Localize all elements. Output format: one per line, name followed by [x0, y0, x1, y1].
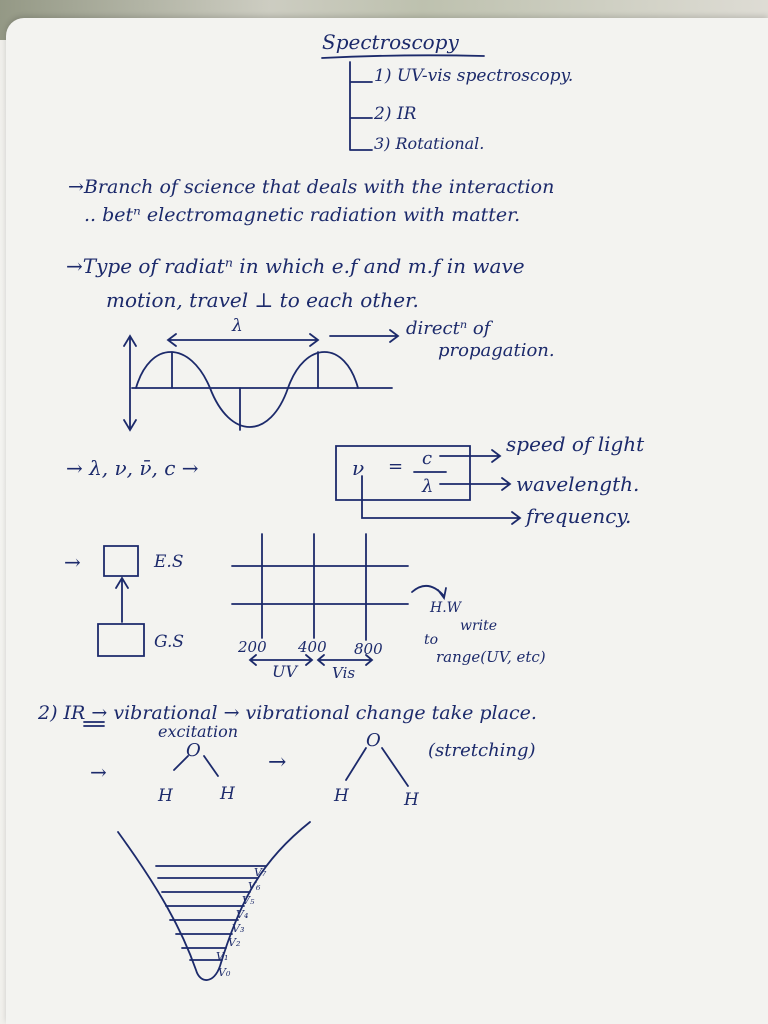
- transition-arrow: [116, 578, 128, 622]
- ir-excitation: excitation: [158, 722, 239, 741]
- radiation-line-1: →Type of radiatⁿ in which e.f and m.f in wave: [66, 254, 525, 278]
- water-hydrogen-1a: H: [158, 786, 173, 806]
- note-to: to: [424, 632, 439, 648]
- stretching-label: (stretching): [428, 740, 536, 761]
- note-arrow: [412, 586, 446, 598]
- level-v4: V₄: [236, 908, 249, 921]
- level-v6: V₆: [248, 880, 261, 893]
- water-hydrogen-2b: H: [404, 790, 419, 810]
- formula-denominator: λ: [422, 476, 434, 497]
- type-rotational: 3) Rotational.: [374, 134, 485, 153]
- label-speed-of-light: speed of light: [506, 432, 645, 456]
- level-v2: V₂: [228, 936, 241, 949]
- note-range: range(UV, etc): [436, 648, 546, 666]
- formula-link-lambda: [440, 478, 510, 490]
- spectrum-grid: [232, 534, 408, 640]
- es-box: [104, 546, 138, 576]
- ground-state-label: G.S: [154, 632, 185, 652]
- direction-label-1: directⁿ of: [406, 318, 491, 339]
- water-oxygen-1: O: [186, 740, 201, 761]
- tick-800: 800: [354, 640, 383, 658]
- formula-nu: ν: [352, 456, 365, 480]
- title-underline: [322, 55, 484, 58]
- tick-200: 200: [238, 638, 267, 656]
- label-wavelength: wavelength.: [516, 472, 640, 496]
- water-hydrogen-2a: H: [334, 786, 349, 806]
- ir-arrow-2: →: [268, 750, 287, 775]
- wavelength-symbol: λ: [232, 316, 243, 336]
- excited-state-label: E.S: [154, 552, 184, 572]
- level-v0: V₀: [218, 966, 231, 979]
- water-hydrogen-1b: H: [220, 784, 235, 804]
- definition-line-2: .. betⁿ electromagnetic radiation with matter.: [84, 204, 521, 226]
- lambda-arrow: [168, 334, 318, 346]
- potential-curve: [118, 822, 310, 980]
- tick-400: 400: [298, 638, 327, 656]
- note-hw: H.W: [430, 600, 462, 616]
- uv-range-label: UV: [272, 662, 298, 681]
- radiation-line-2: motion, travel ⊥ to each other.: [106, 288, 419, 312]
- water-bonds-2: [346, 748, 408, 786]
- type-ir: 2) IR: [374, 104, 417, 124]
- level-v3: V₃: [232, 922, 245, 935]
- note-write: write: [460, 618, 498, 634]
- levels-arrow: →: [64, 550, 81, 574]
- wave-curve: [136, 352, 358, 427]
- definition-line-1: →Branch of science that deals with the interaction: [68, 176, 555, 198]
- direction-label-2: propagation.: [438, 340, 555, 361]
- gs-box: [98, 624, 144, 656]
- type-uv-vis: 1) UV-vis spectroscopy.: [374, 66, 574, 86]
- formula-numerator: c: [422, 448, 433, 469]
- formula-equals: =: [388, 456, 404, 477]
- page-title: Spectroscopy: [322, 30, 459, 54]
- wave-vertical-axis: [124, 336, 136, 430]
- water-oxygen-2: O: [366, 730, 381, 751]
- level-v1: V₁: [216, 950, 229, 963]
- label-frequency: frequency.: [526, 504, 632, 528]
- vis-range-label: Vis: [332, 664, 356, 682]
- propagation-arrow: [330, 330, 398, 342]
- ir-heading: 2) IR → vibrational → vibrational change take place.: [38, 702, 537, 724]
- level-v7: V₇: [254, 866, 267, 879]
- wave-quantities: → λ, ν, ν̄, c →: [66, 456, 199, 480]
- level-v5: V₅: [242, 894, 255, 907]
- types-bracket: [350, 62, 372, 150]
- ir-arrow-1: →: [90, 760, 107, 784]
